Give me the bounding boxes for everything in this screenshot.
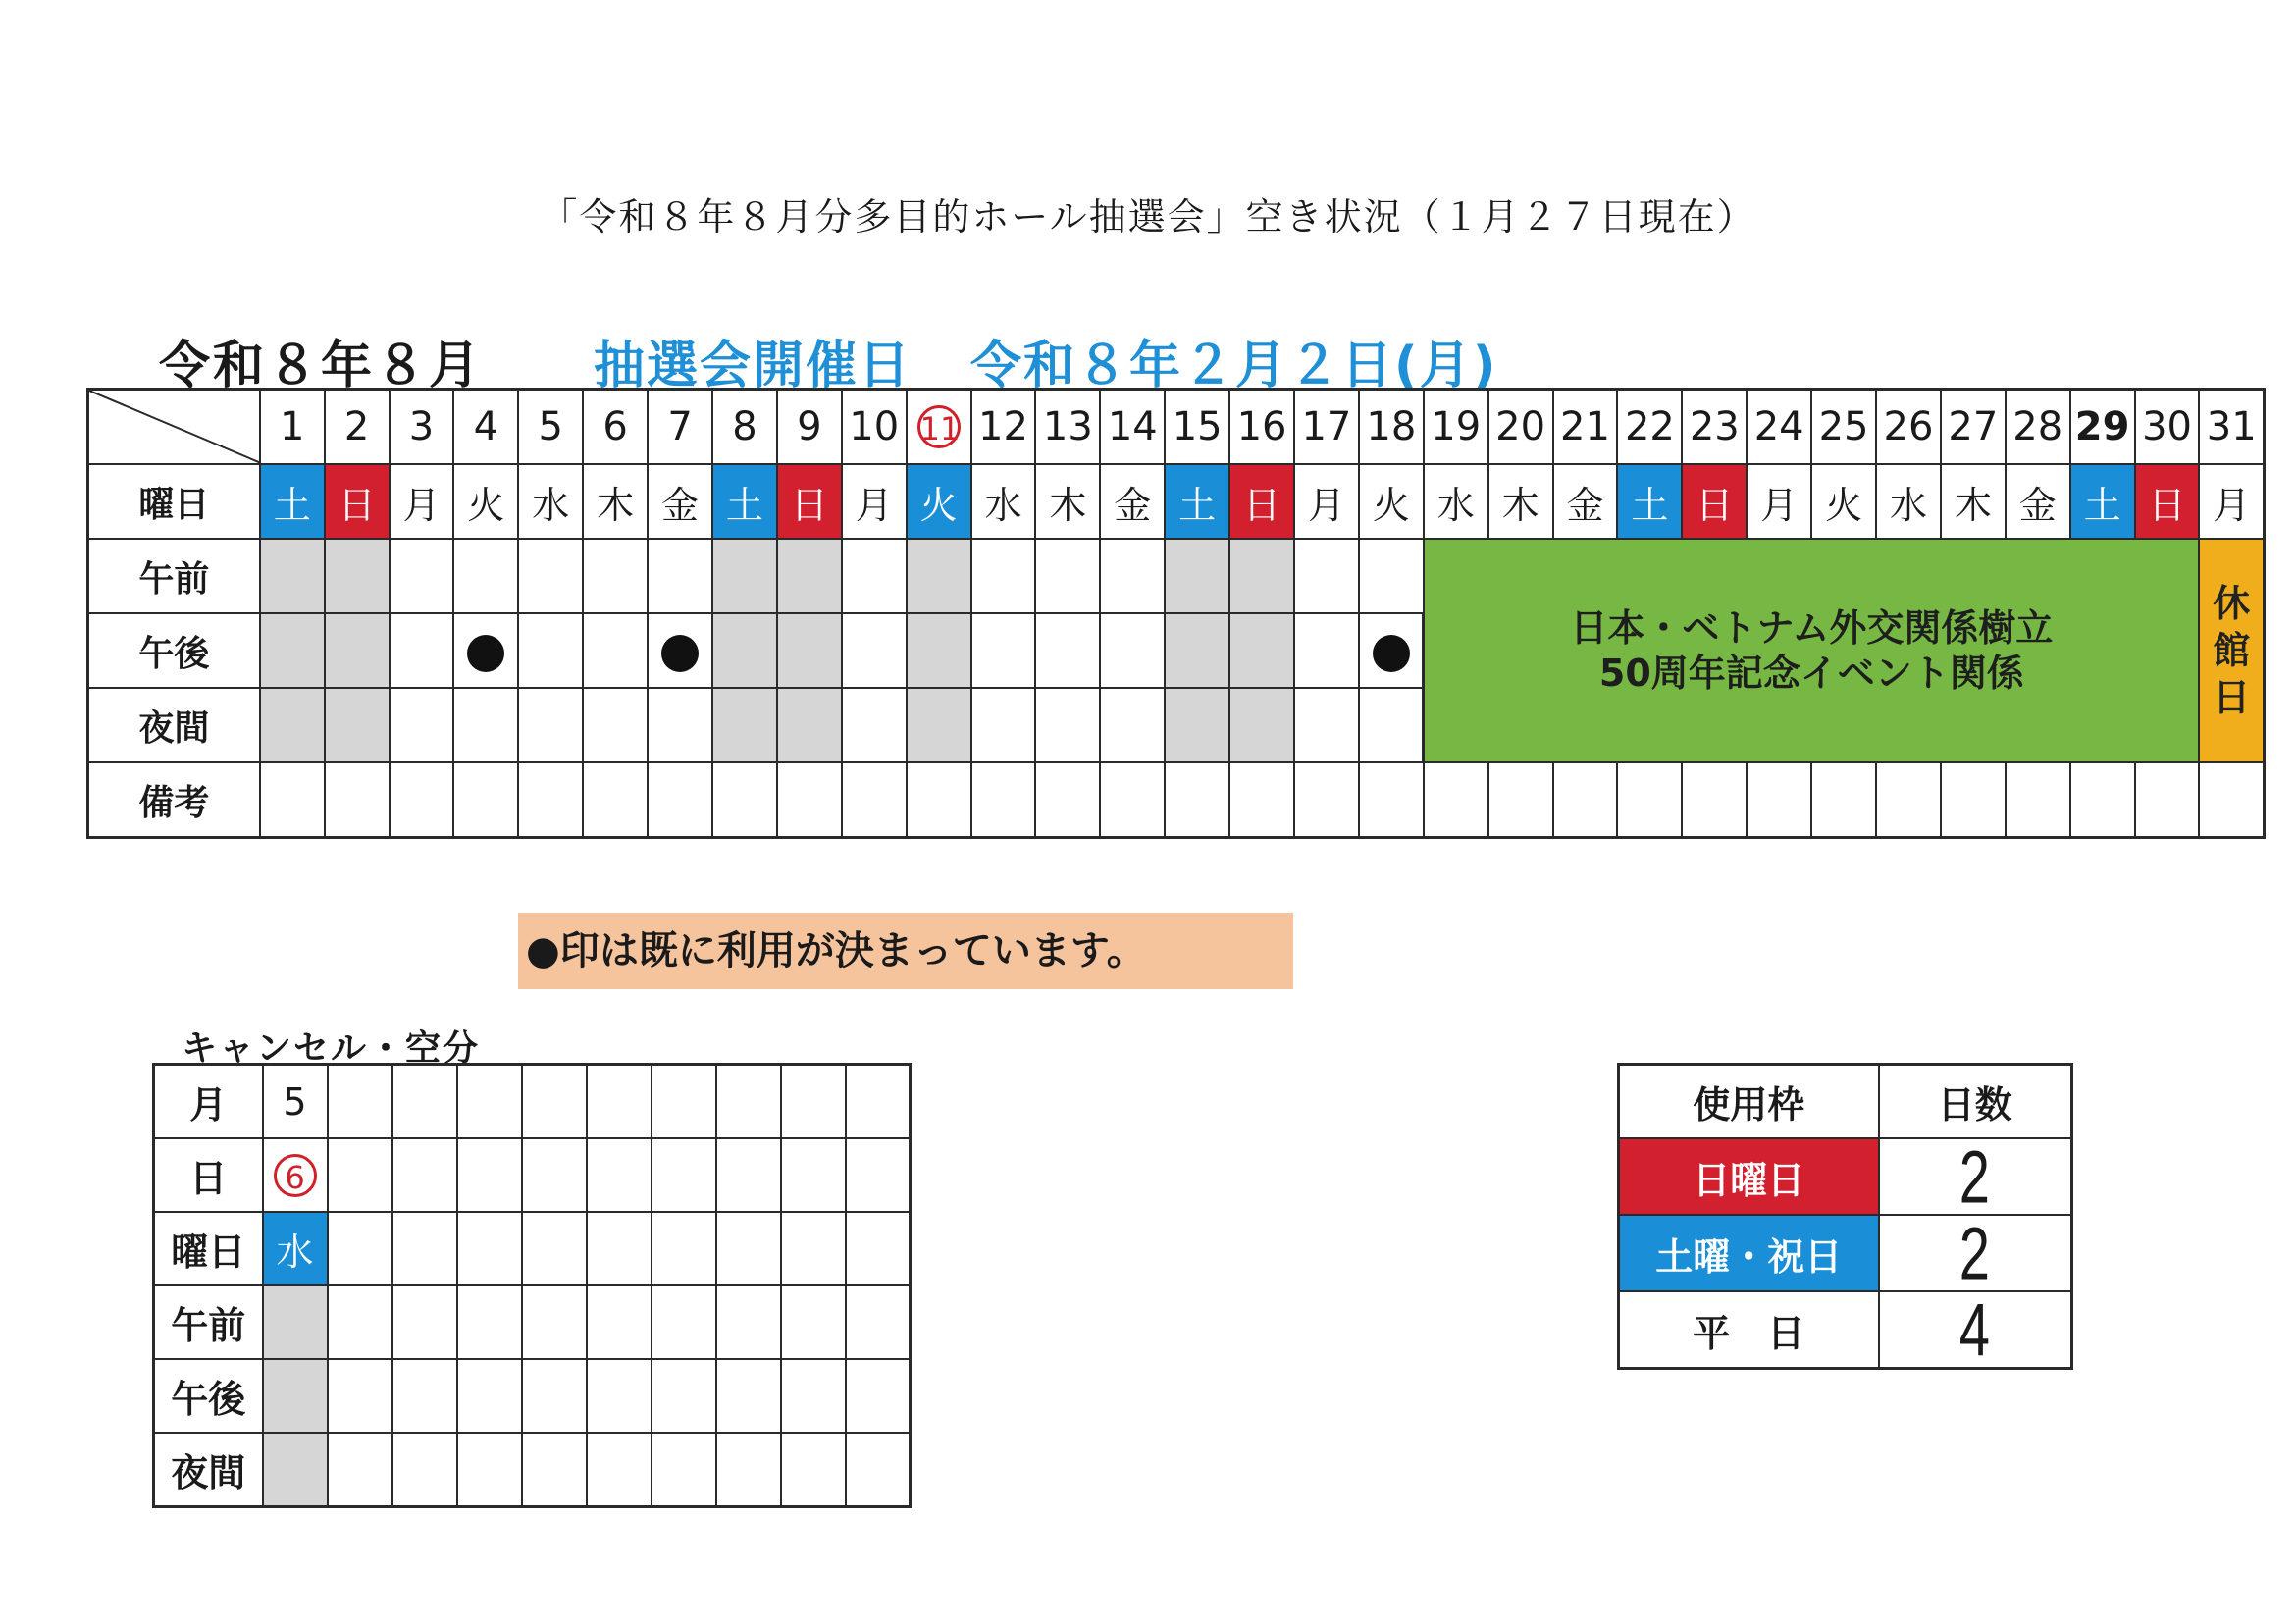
cancel-cell	[716, 1212, 781, 1285]
cancel-cell	[781, 1065, 846, 1139]
slot-cell[interactable]	[1035, 688, 1100, 762]
remarks-cell	[712, 762, 777, 838]
usage-days-value: 2	[1959, 1134, 1991, 1219]
remarks-cell	[1424, 762, 1488, 838]
day-number: 11	[917, 405, 961, 448]
slot-cell[interactable]	[518, 539, 583, 613]
day-number: 19	[1431, 404, 1482, 449]
day-number: 22	[1624, 404, 1675, 449]
usage-row	[1619, 1291, 2072, 1369]
remarks-cell	[2135, 762, 2200, 838]
remarks-cell	[1035, 762, 1100, 838]
lottery-info	[594, 324, 1498, 397]
cancel-cell	[846, 1138, 911, 1212]
cancel-cell	[457, 1065, 522, 1139]
day-number-cell	[842, 390, 907, 465]
day-number: 24	[1753, 404, 1804, 449]
weekday-cell: 土	[1617, 464, 1682, 539]
day-number-cell	[2006, 390, 2070, 465]
cancel-cell	[716, 1285, 781, 1359]
weekday-cell: 火	[1811, 464, 1876, 539]
remarks-cell	[1747, 762, 1811, 838]
cancel-cell	[716, 1065, 781, 1139]
slot-cell[interactable]	[1100, 688, 1165, 762]
remarks-cell	[1488, 762, 1553, 838]
cancel-cell	[457, 1433, 522, 1507]
cancel-cell	[457, 1138, 522, 1212]
usage-header-days: 日数	[1879, 1065, 2072, 1139]
cancel-cell	[587, 1433, 652, 1507]
day-number: 16	[1236, 404, 1287, 449]
cancel-cell	[263, 1138, 328, 1212]
slot-cell[interactable]	[971, 613, 1036, 688]
day-number-cell	[1876, 390, 1941, 465]
day-number-cell	[2135, 390, 2200, 465]
cancel-cell	[846, 1433, 911, 1507]
remarks-cell	[518, 762, 583, 838]
cancel-cell	[392, 1212, 457, 1285]
slot-cell[interactable]	[1359, 688, 1424, 762]
cancel-cell[interactable]	[263, 1359, 328, 1433]
slot-cell[interactable]	[1035, 539, 1100, 613]
cancel-row-morning	[154, 1285, 911, 1359]
cancel-row-day	[154, 1138, 911, 1212]
cancel-label-month: 月	[154, 1065, 263, 1139]
weekday-cell: 日	[777, 464, 842, 539]
remarks-cell	[1617, 762, 1682, 838]
lottery-label: 抽選会開催日	[594, 337, 913, 395]
weekday-cell: 土	[712, 464, 777, 539]
cancel-cell: 5	[263, 1065, 328, 1139]
legend-note: ●印は既に利用が決まっています。	[518, 913, 1293, 989]
weekday-cell: 水	[971, 464, 1036, 539]
weekday-cell: 木	[1035, 464, 1100, 539]
availability-calendar	[86, 388, 2266, 839]
day-number-cell	[1682, 390, 1747, 465]
slot-cell[interactable]	[648, 688, 712, 762]
cancel-row-weekday	[154, 1212, 911, 1285]
cancel-cell	[457, 1285, 522, 1359]
slot-cell[interactable]	[842, 613, 907, 688]
weekday-cell: 土	[1165, 464, 1229, 539]
cancel-cell	[781, 1433, 846, 1507]
usage-days-value: 2	[1959, 1211, 1991, 1295]
slot-cell[interactable]	[907, 688, 971, 762]
cancel-cell	[652, 1065, 716, 1139]
usage-days-cell	[1879, 1287, 2072, 1372]
usage-table	[1617, 1063, 2073, 1370]
remarks-cell	[453, 762, 518, 838]
day-number-cell	[2070, 390, 2135, 465]
cancel-cell	[328, 1065, 392, 1139]
cancel-cell	[781, 1359, 846, 1433]
cancel-cell	[392, 1138, 457, 1212]
day-number-cell	[1165, 390, 1229, 465]
day-number-cell	[1100, 390, 1165, 465]
day-number: 3	[408, 404, 435, 449]
cancel-cell	[652, 1285, 716, 1359]
slot-cell[interactable]	[1165, 688, 1229, 762]
usage-days-cell	[1879, 1211, 2072, 1295]
day-number-cell	[518, 390, 583, 465]
weekday-cell: 金	[2006, 464, 2070, 539]
cancel-cell	[587, 1359, 652, 1433]
remarks-cell	[2199, 762, 2264, 838]
day-number: 21	[1560, 404, 1610, 449]
slot-cell[interactable]	[777, 539, 842, 613]
cancel-cell	[522, 1212, 587, 1285]
day-number: 12	[978, 404, 1028, 449]
day-number-cell	[1229, 390, 1294, 465]
remarks-cell	[1165, 762, 1229, 838]
calendar-day-number-row	[88, 390, 2265, 465]
slot-cell[interactable]	[1294, 613, 1359, 688]
day-number-cell	[1359, 390, 1424, 465]
cancel-cell	[716, 1433, 781, 1507]
weekday-cell: 水	[518, 464, 583, 539]
day-number: 25	[1818, 404, 1869, 449]
remarks-cell	[390, 762, 454, 838]
slot-cell[interactable]	[1229, 539, 1294, 613]
cancel-label-morning: 午前	[154, 1285, 263, 1359]
document-title: 「令和８年８月分多目的ホール抽選会」空き状況（１月２７日現在）	[540, 195, 1756, 238]
day-number-cell	[1035, 390, 1100, 465]
cancel-cell	[392, 1285, 457, 1359]
slot-cell[interactable]	[1359, 613, 1424, 688]
weekday-cell: 日	[1229, 464, 1294, 539]
cancel-day-number: 6	[274, 1154, 317, 1197]
day-number: 20	[1495, 404, 1546, 449]
cancel-cell	[522, 1065, 587, 1139]
slot-cell[interactable]	[1165, 539, 1229, 613]
cancel-cell	[457, 1212, 522, 1285]
weekday-cell: 水	[1876, 464, 1941, 539]
cancel-cell: 水	[263, 1212, 328, 1285]
cancel-cell	[781, 1212, 846, 1285]
day-number-cell	[777, 390, 842, 465]
calendar-weekday-row	[88, 464, 2265, 539]
slot-cell[interactable]	[907, 613, 971, 688]
slot-cell[interactable]	[842, 688, 907, 762]
day-number-cell	[453, 390, 518, 465]
cancel-cell[interactable]	[263, 1285, 328, 1359]
day-number-cell	[907, 390, 971, 465]
slot-cell[interactable]	[518, 613, 583, 688]
cancel-cell	[846, 1359, 911, 1433]
booked-dot-icon	[467, 635, 504, 672]
slot-cell[interactable]	[1100, 539, 1165, 613]
day-number: 7	[667, 404, 693, 449]
weekday-cell: 木	[1488, 464, 1553, 539]
closed-day-char: 休	[2213, 582, 2251, 625]
cancel-cell	[522, 1359, 587, 1433]
day-number-cell	[390, 390, 454, 465]
slot-cell[interactable]	[1294, 688, 1359, 762]
remarks-cell	[842, 762, 907, 838]
slot-cell[interactable]	[325, 613, 390, 688]
day-number: 1	[279, 404, 305, 449]
slot-cell[interactable]	[325, 688, 390, 762]
month-title: 令和８年８月	[159, 337, 484, 395]
cancel-cell	[328, 1212, 392, 1285]
slot-cell[interactable]	[453, 613, 518, 688]
cancel-table-title: キャンセル・空分	[182, 1028, 481, 1069]
event-text-line2: 50周年記念イベント関係	[1598, 652, 2024, 695]
day-number: 10	[849, 404, 900, 449]
event-text-line1: 日本・ベトナム外交関係樹立	[1570, 606, 2054, 650]
remarks-cell	[648, 762, 712, 838]
remarks-cell	[2006, 762, 2070, 838]
slot-cell[interactable]	[1165, 613, 1229, 688]
remarks-cell	[1941, 762, 2006, 838]
remarks-cell	[325, 762, 390, 838]
slot-cell[interactable]	[260, 539, 325, 613]
cancel-table	[152, 1063, 912, 1508]
slot-cell[interactable]	[325, 539, 390, 613]
closed-day-block	[2199, 539, 2264, 762]
remarks-cell	[777, 762, 842, 838]
slot-cell[interactable]	[583, 539, 648, 613]
day-number-cell	[1747, 390, 1811, 465]
slot-cell[interactable]	[390, 613, 454, 688]
slot-cell[interactable]	[648, 539, 712, 613]
slot-cell[interactable]	[1035, 613, 1100, 688]
cancel-cell	[716, 1138, 781, 1212]
cancel-cell	[652, 1212, 716, 1285]
remarks-cell	[1294, 762, 1359, 838]
weekday-cell: 木	[583, 464, 648, 539]
cancel-cell	[522, 1285, 587, 1359]
day-number: 5	[538, 404, 563, 449]
cancel-cell	[328, 1138, 392, 1212]
slot-cell[interactable]	[777, 613, 842, 688]
cancel-cell	[587, 1285, 652, 1359]
day-number: 17	[1301, 404, 1352, 449]
cancel-label-evening: 夜間	[154, 1433, 263, 1507]
row-label-afternoon: 午後	[88, 613, 260, 688]
slot-cell[interactable]	[583, 613, 648, 688]
cancel-cell	[781, 1138, 846, 1212]
day-number-cell	[1424, 390, 1488, 465]
row-label-remarks: 備考	[88, 762, 260, 838]
closed-day-char: 日	[2213, 676, 2251, 719]
weekday-cell: 月	[390, 464, 454, 539]
slot-cell[interactable]	[390, 539, 454, 613]
cancel-label-weekday: 曜日	[154, 1212, 263, 1285]
remarks-cell	[1876, 762, 1941, 838]
day-number: 4	[473, 404, 499, 449]
cancel-row-afternoon	[154, 1359, 911, 1433]
weekday-cell: 月	[2199, 464, 2264, 539]
slot-cell[interactable]	[583, 688, 648, 762]
cancel-cell[interactable]	[263, 1433, 328, 1507]
cancel-cell	[392, 1433, 457, 1507]
day-number: 30	[2142, 404, 2192, 449]
usage-slot-label: 平 日	[1619, 1291, 1879, 1369]
event-block	[1424, 539, 2200, 762]
weekday-cell: 月	[1747, 464, 1811, 539]
slot-cell[interactable]	[260, 688, 325, 762]
weekday-cell: 日	[2135, 464, 2200, 539]
slot-cell[interactable]	[518, 688, 583, 762]
usage-days-cell	[1879, 1134, 2072, 1219]
cancel-cell	[457, 1359, 522, 1433]
slot-cell[interactable]	[1359, 539, 1424, 613]
day-number: 15	[1172, 404, 1223, 449]
remarks-cell	[260, 762, 325, 838]
remarks-cell	[1811, 762, 1876, 838]
row-label-morning: 午前	[88, 539, 260, 613]
cancel-cell	[392, 1359, 457, 1433]
weekday-cell: 土	[2070, 464, 2135, 539]
slot-cell[interactable]	[453, 539, 518, 613]
weekday-cell: 金	[1100, 464, 1165, 539]
cancel-cell	[587, 1138, 652, 1212]
day-number-cell	[1941, 390, 2006, 465]
row-label-weekday: 曜日	[88, 464, 260, 539]
slot-cell[interactable]	[842, 539, 907, 613]
weekday-cell: 日	[1682, 464, 1747, 539]
remarks-cell	[2070, 762, 2135, 838]
slot-cell[interactable]	[648, 613, 712, 688]
day-number: 27	[1948, 404, 1999, 449]
cancel-cell	[522, 1138, 587, 1212]
day-number-cell	[1811, 390, 1876, 465]
remarks-cell	[1553, 762, 1618, 838]
day-number-cell	[260, 390, 325, 465]
day-number: 13	[1042, 404, 1093, 449]
weekday-cell: 火	[907, 464, 971, 539]
cancel-row-month	[154, 1065, 911, 1139]
slot-cell[interactable]	[1229, 613, 1294, 688]
cancel-cell	[522, 1433, 587, 1507]
slot-cell[interactable]	[971, 688, 1036, 762]
weekday-cell: 水	[1424, 464, 1488, 539]
usage-header-slot: 使用枠	[1619, 1065, 1879, 1139]
day-number-cell	[1294, 390, 1359, 465]
usage-row	[1619, 1138, 2072, 1215]
slot-cell[interactable]	[453, 688, 518, 762]
calendar-remarks-row	[88, 762, 2265, 838]
booked-dot-icon	[661, 635, 699, 672]
cancel-cell	[846, 1212, 911, 1285]
cancel-cell	[846, 1285, 911, 1359]
remarks-cell	[1682, 762, 1747, 838]
day-number-cell	[325, 390, 390, 465]
booked-dot-icon	[1373, 635, 1410, 672]
cancel-cell	[652, 1433, 716, 1507]
day-number-cell	[648, 390, 712, 465]
cancel-row-evening	[154, 1433, 911, 1507]
usage-slot-label: 日曜日	[1619, 1138, 1879, 1215]
calendar-corner-cell	[88, 390, 260, 465]
weekday-cell: 木	[1941, 464, 2006, 539]
cancel-cell	[392, 1065, 457, 1139]
day-number-cell	[1553, 390, 1618, 465]
day-number-cell	[2199, 390, 2264, 465]
day-number: 9	[797, 404, 822, 449]
cancel-cell	[846, 1065, 911, 1139]
row-label-evening: 夜間	[88, 688, 260, 762]
slot-cell[interactable]	[907, 539, 971, 613]
remarks-cell	[907, 762, 971, 838]
weekday-cell: 火	[1359, 464, 1424, 539]
weekday-cell: 金	[1553, 464, 1618, 539]
slot-cell[interactable]	[390, 688, 454, 762]
day-number: 2	[343, 404, 370, 449]
day-number: 23	[1689, 404, 1740, 449]
day-number-cell	[583, 390, 648, 465]
weekday-cell: 月	[1294, 464, 1359, 539]
cancel-cell	[587, 1212, 652, 1285]
slot-cell[interactable]	[260, 613, 325, 688]
closed-day-char: 館	[2213, 629, 2251, 672]
remarks-cell	[1100, 762, 1165, 838]
day-number: 31	[2206, 404, 2257, 449]
day-number: 28	[2012, 404, 2063, 449]
day-number: 14	[1107, 404, 1158, 449]
slot-cell[interactable]	[971, 539, 1036, 613]
slot-cell[interactable]	[1294, 539, 1359, 613]
cancel-cell	[328, 1285, 392, 1359]
weekday-cell: 日	[325, 464, 390, 539]
cancel-cell	[716, 1359, 781, 1433]
slot-cell[interactable]	[1100, 613, 1165, 688]
cancel-cell	[587, 1065, 652, 1139]
cancel-label-day: 日	[154, 1138, 263, 1212]
remarks-cell	[1229, 762, 1294, 838]
day-number-cell	[971, 390, 1036, 465]
remarks-cell	[583, 762, 648, 838]
weekday-cell: 土	[260, 464, 325, 539]
remarks-cell	[971, 762, 1036, 838]
slot-cell[interactable]	[712, 539, 777, 613]
day-number: 8	[732, 404, 757, 449]
day-number: 18	[1366, 404, 1417, 449]
usage-row	[1619, 1215, 2072, 1291]
weekday-cell: 金	[648, 464, 712, 539]
weekday-cell: 月	[842, 464, 907, 539]
cancel-cell	[781, 1285, 846, 1359]
slot-cell[interactable]	[712, 613, 777, 688]
usage-header-row	[1619, 1065, 2072, 1139]
cancel-cell	[328, 1433, 392, 1507]
weekday-cell: 火	[453, 464, 518, 539]
slot-cell[interactable]	[712, 688, 777, 762]
slot-cell[interactable]	[1229, 688, 1294, 762]
cancel-cell	[328, 1359, 392, 1433]
cancel-cell	[652, 1359, 716, 1433]
calendar-morning-row	[88, 539, 2265, 613]
day-number: 29	[2074, 404, 2130, 449]
day-number: 6	[602, 404, 628, 449]
day-number-cell	[712, 390, 777, 465]
day-number-cell	[1488, 390, 1553, 465]
day-number: 26	[1883, 404, 1934, 449]
usage-slot-label: 土曜・祝日	[1619, 1215, 1879, 1291]
lottery-date: 令和８年２月２日(月)	[970, 337, 1498, 395]
cancel-label-afternoon: 午後	[154, 1359, 263, 1433]
usage-days-value: 4	[1959, 1287, 1991, 1372]
day-number-cell	[1617, 390, 1682, 465]
slot-cell[interactable]	[777, 688, 842, 762]
cancel-cell	[652, 1138, 716, 1212]
remarks-cell	[1359, 762, 1424, 838]
